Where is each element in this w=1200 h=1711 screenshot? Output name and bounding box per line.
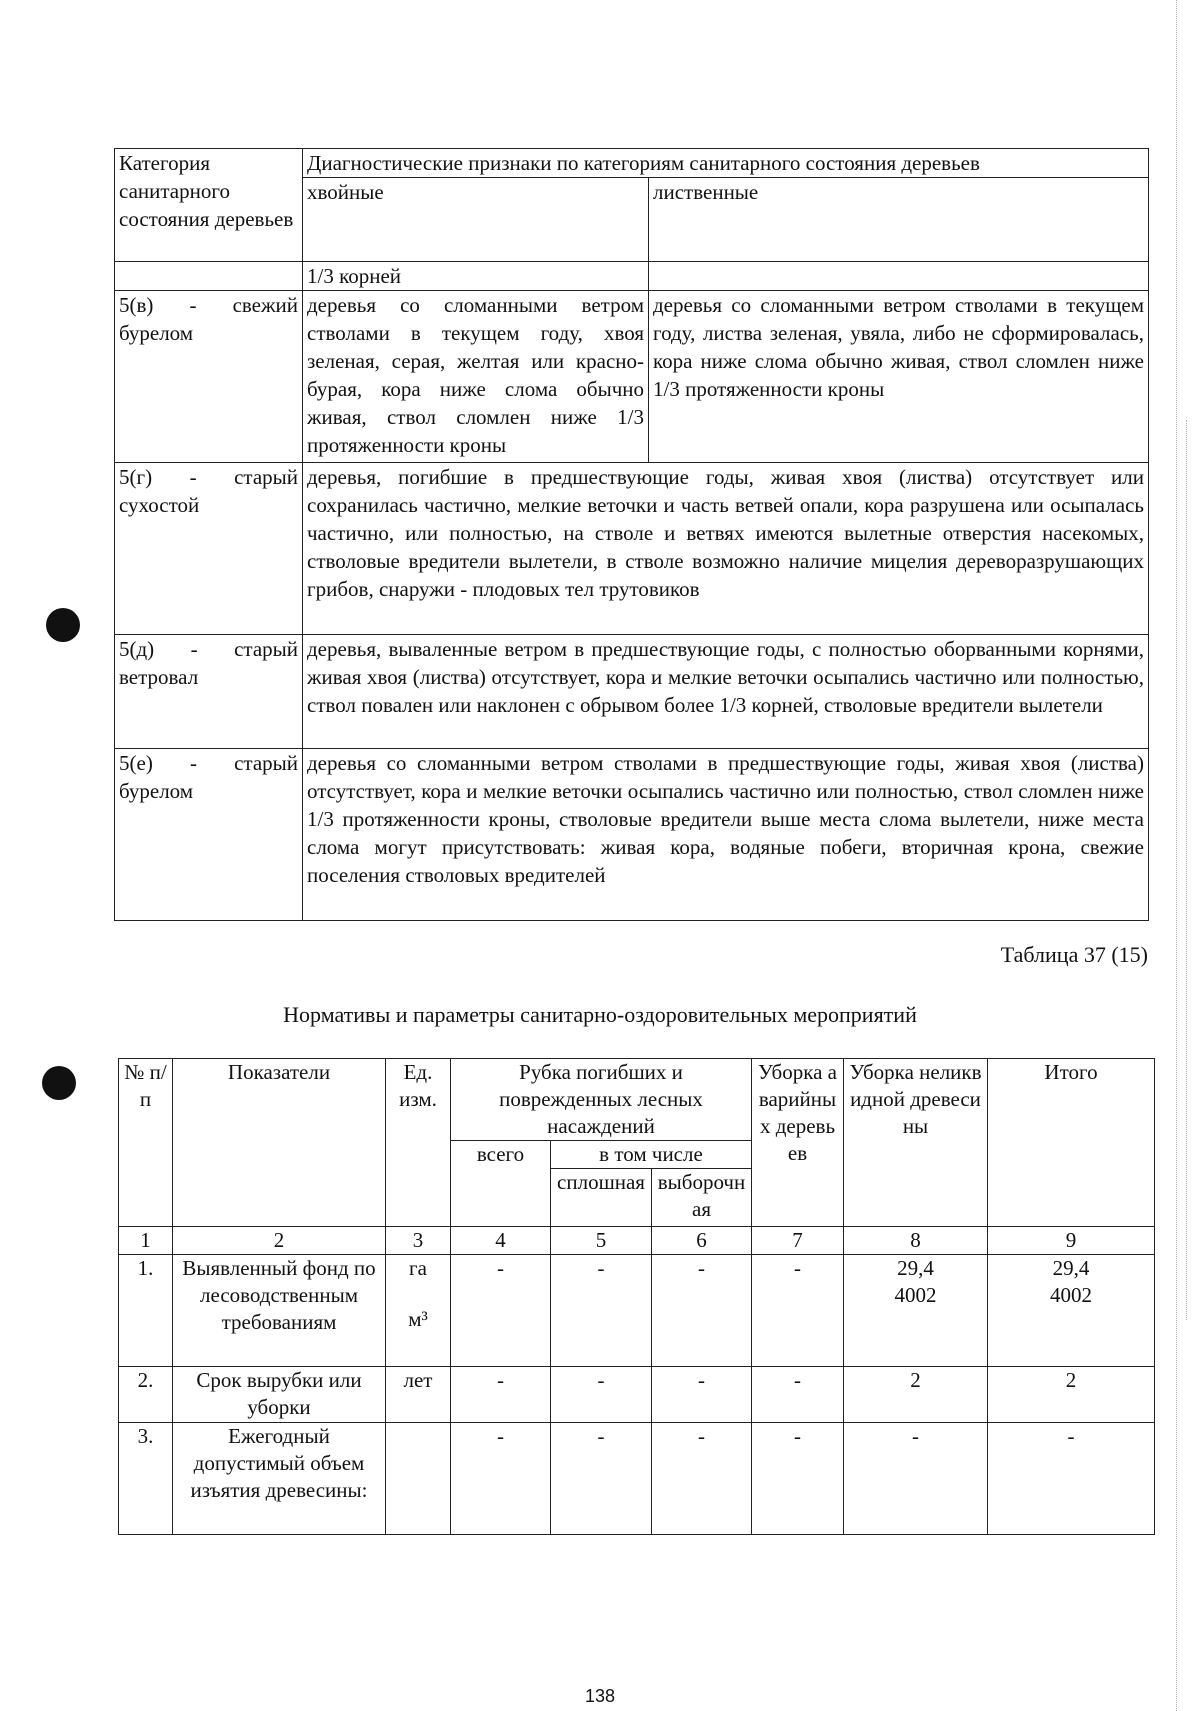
table-row <box>119 1367 1155 1423</box>
row-unit: лет <box>386 1367 451 1423</box>
column-number: 9 <box>988 1227 1155 1255</box>
sanitary-category-table <box>114 148 1149 921</box>
scan-edge-line <box>1186 420 1188 1320</box>
cell-emergency: - <box>752 1367 844 1423</box>
empty-cell <box>115 262 303 291</box>
deciduous-5v: деревья со сломанными ветром стволами в текущем году, листва зеленая, увяла, либо не сформировалась, кора ниже слома обычно живая, ствол сломлен ниже 1/3 протяженности кроны <box>649 291 1149 463</box>
header-clear: сплошная <box>551 1169 652 1227</box>
description-5g: деревья, погибшие в предшествующие годы, живая хвоя (листва) отсутствует или сохранилась частично, мелкие веточки и часть ветвей опали, кора разрушена или осыпалась частично, или полностью, на стволе и ветвях имеются вылетные отверстия насекомых, стволовые вредители вылетели, в стволе возможно наличие мицелия дереворазрушающих грибов, снаружи - плодовых тел трутовиков <box>303 463 1149 635</box>
cell-clear: - <box>551 1255 652 1367</box>
row-name: Срок вырубки или уборки <box>173 1367 386 1423</box>
cell-total: - <box>451 1255 551 1367</box>
row-num: 3. <box>119 1423 173 1535</box>
conifers-5v: деревья со сломанными ветром стволами в текущем году, хвоя зеленая, серая, желтая или красно-бурая, кора ниже слома обычно живая, ствол сломлен ниже 1/3 протяженности кроны <box>303 291 649 463</box>
table-row <box>119 1423 1155 1535</box>
cell-emergency: - <box>752 1423 844 1535</box>
category-5d: 5(д) - старый ветровал <box>115 635 303 749</box>
row-name: Выявленный фонд по лесоводственным требованиям <box>173 1255 386 1367</box>
header-sum: Итого <box>988 1059 1155 1227</box>
cell-sum: 29,4 4002 <box>988 1255 1155 1367</box>
cell-selective: - <box>652 1423 752 1535</box>
row-num: 2. <box>119 1367 173 1423</box>
row-unit: га м³ <box>386 1255 451 1367</box>
column-number: 2 <box>173 1227 386 1255</box>
row-unit <box>386 1423 451 1535</box>
column-number: 8 <box>844 1227 988 1255</box>
category-5v: 5(в) - свежий бурелом <box>115 291 303 463</box>
cell-sum: - <box>988 1423 1155 1535</box>
column-number: 6 <box>652 1227 752 1255</box>
table-title: Нормативы и параметры санитарно-оздоровительных мероприятий <box>283 1002 917 1027</box>
cell-illiquid: 2 <box>844 1367 988 1423</box>
header-unit: Ед. изм. <box>386 1059 451 1227</box>
header-indicator: Показатели <box>173 1059 386 1227</box>
cell-total: - <box>451 1423 551 1535</box>
header-num: № п/п <box>119 1059 173 1227</box>
cell-selective: - <box>652 1367 752 1423</box>
scan-edge-line <box>1176 0 1178 1711</box>
header-deciduous: лиственные <box>649 178 1149 262</box>
hole-punch-mark <box>42 1066 76 1100</box>
header-illiquid: Уборка неликвидной древесины <box>844 1059 988 1227</box>
header-emergency: Уборка аварийных деревьев <box>752 1059 844 1227</box>
column-number: 4 <box>451 1227 551 1255</box>
column-number: 3 <box>386 1227 451 1255</box>
page-number: 138 <box>584 1686 616 1706</box>
cell-sum: 2 <box>988 1367 1155 1423</box>
table-caption: Таблица 37 (15) <box>1000 942 1148 967</box>
cell-clear: - <box>551 1423 652 1535</box>
row-num: 1. <box>119 1255 173 1367</box>
header-diagnostic: Диагностические признаки по категориям санитарного состояния деревьев <box>303 149 1149 178</box>
header-including: в том числе <box>551 1141 752 1169</box>
column-number: 5 <box>551 1227 652 1255</box>
hole-punch-mark <box>46 608 80 642</box>
empty-cell <box>649 262 1149 291</box>
category-5e: 5(е) - старый бурелом <box>115 749 303 921</box>
column-number: 7 <box>752 1227 844 1255</box>
header-total: всего <box>451 1141 551 1227</box>
cell-illiquid: - <box>844 1423 988 1535</box>
cell-total: - <box>451 1367 551 1423</box>
cell-illiquid: 29,4 4002 <box>844 1255 988 1367</box>
description-5e: деревья со сломанными ветром стволами в предшествующие годы, живая хвоя (листва) отсутствует, кора и мелкие веточки осыпались частично или полностью, ствол сломлен ниже 1/3 протяженности кроны, стволовые вредители выше места слома вылетели, ниже места слома могут присутствовать: живая кора, водяные побеги, вторичная крона, свежие поселения стволовых вредителей <box>303 749 1149 921</box>
column-number: 1 <box>119 1227 173 1255</box>
table-row <box>119 1255 1155 1367</box>
header-category: Категория санитарного состояния деревьев <box>115 149 303 262</box>
header-selective: выборочная <box>652 1169 752 1227</box>
row-name: Ежегодный допустимый объем изъятия древесины: <box>173 1423 386 1535</box>
header-conifers: хвойные <box>303 178 649 262</box>
continued-fragment: 1/3 корней <box>303 262 649 291</box>
header-felling: Рубка погибших и поврежденных лесных насаждений <box>451 1059 752 1141</box>
cell-selective: - <box>652 1255 752 1367</box>
category-5g: 5(г) - старый сухостой <box>115 463 303 635</box>
cell-emergency: - <box>752 1255 844 1367</box>
cell-clear: - <box>551 1367 652 1423</box>
description-5d: деревья, вываленные ветром в предшествующие годы, с полностью оборванными корнями, живая хвоя (листва) отсутствует, кора и мелкие веточки осыпались частично или полностью, ствол повален или наклонен с обрывом более 1/3 корней, стволовые вредители вылетели <box>303 635 1149 749</box>
sanitary-measures-table <box>118 1058 1155 1535</box>
